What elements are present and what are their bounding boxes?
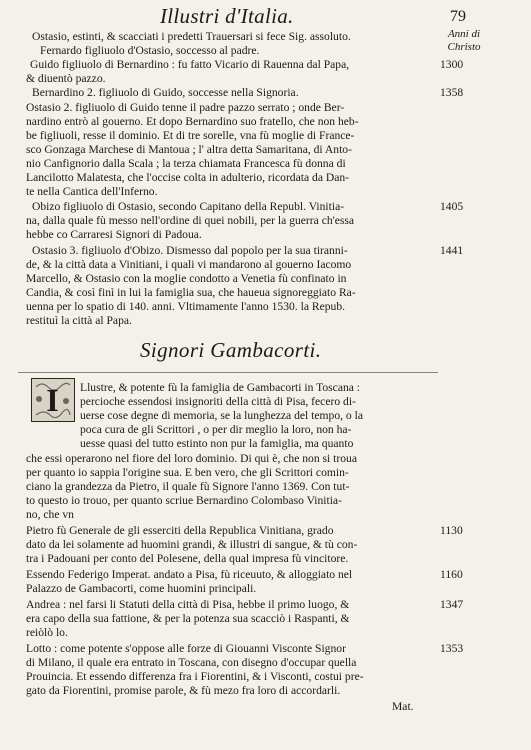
year-marginal-note: 1347 xyxy=(440,598,464,611)
text-line: be figliuoli, resse il dominio. Et di tre sorelle, vna fù moglie di France- xyxy=(26,129,355,142)
text-line: Ostasio 2. figliuolo di Guido tenne il padre pazzo serrato ; onde Ber- xyxy=(26,101,345,114)
initial-letter: I xyxy=(46,382,59,418)
text-line: Fernardo figliuolo d'Ostasio, soccesso al padre. xyxy=(40,44,260,57)
text-line: & diuentò pazzo. xyxy=(26,72,106,85)
text-line: Pietro fù Generale de gli esserciti della Republica Vinitiana, grado xyxy=(26,524,334,537)
page-number: 79 xyxy=(450,8,466,25)
text-line: Lotto : come potente s'oppose alle forze di Giouanni Visconte Signor xyxy=(26,642,346,655)
year-marginal-note: 1358 xyxy=(440,86,464,99)
text-line: Candia, & così finì in lui la famiglia sua, che haueua signoreggiato Ra- xyxy=(26,286,356,299)
margin-heading-line: Christo xyxy=(447,41,481,53)
text-line: restituì la città al Papa. xyxy=(26,314,132,327)
text-line: di Milano, il quale era entrato in Toscana, con disegno d'occupar quella xyxy=(26,656,357,669)
text-line: uerse cose degne di memoria, se la lunghezza del tempo, o la xyxy=(80,409,363,422)
text-line: Ostasio, estinti, & scacciati i predetti Trauersari si fece Sig. assoluto. xyxy=(32,30,351,43)
text-line: sco Gonzaga Marchese di Mantoua ; l' altra detta Samaritana, di Anto- xyxy=(26,143,352,156)
margin-heading-line: Anni di xyxy=(447,28,481,40)
text-line: Mat. xyxy=(392,700,414,713)
year-marginal-note: 1405 xyxy=(440,200,464,213)
section-title: Signori Gambacorti. xyxy=(140,338,322,362)
text-line: Palazzo de Gambacorti, come huomini principali. xyxy=(26,582,257,595)
text-line: Obizo figliuolo di Ostasio, secondo Capitano della Republ. Vinitia- xyxy=(32,200,345,213)
margin-heading xyxy=(432,28,496,54)
text-line: Prouincia. Et essendo differenza fra i Fiorentini, & i Visconti, costui pre- xyxy=(26,670,364,683)
section-divider xyxy=(18,372,438,373)
text-line: tra i Padouani per conto del Polesene, della qual impresa fù vincitore. xyxy=(26,552,349,565)
text-line: dato da lei solamente ad huomini grandi, & illustri di sangue, & tù con- xyxy=(26,538,358,551)
year-marginal-note: 1300 xyxy=(440,58,464,71)
text-line: no, che vn xyxy=(26,508,74,521)
year-marginal-note: 1441 xyxy=(440,244,464,257)
year-marginal-note: 1130 xyxy=(440,524,463,537)
text-line: Lancilotto Malatesta, che l'occise colta in adulterio, ricordata da Dan- xyxy=(26,171,350,184)
text-line: na, dalla quale fù messo nell'ordine di quei nobili, per la guerra ch'essa xyxy=(26,214,355,227)
decorated-initial xyxy=(31,378,75,422)
text-line: Bernardino 2. figliuolo di Guido, soccesse nella Signoria. xyxy=(32,86,299,99)
year-marginal-note: 1353 xyxy=(440,642,464,655)
text-line: to questo io trouo, per quanto scriue Bernardino Colombaso Vinitia- xyxy=(26,494,342,507)
text-line: de, & la città data a Vinitiani, i quali vi mandarono al gouerno Iacomo xyxy=(26,258,352,271)
text-line: che essi operarono nel fiore del loro dominio. Di qui è, che non si troua xyxy=(26,452,357,465)
text-line: reiòlò lo. xyxy=(26,626,68,639)
text-line: Ostasio 3. figliuolo d'Obizo. Dismesso dal popolo per la sua tiranni- xyxy=(32,244,348,257)
text-line: uenna per lo spatio di 140. anni. Vltimamente l'anno 1530. la Repub. xyxy=(26,300,346,313)
text-line: ciano la grandezza da Pietro, il quale fù Signore l'anno 1369. Con tut- xyxy=(26,480,350,493)
running-head: Illustri d'Italia. xyxy=(160,4,294,28)
text-line: uesse quasi del tutto estinto non pur la famiglia, ma quanto xyxy=(80,437,354,450)
text-line: Guido figliuolo di Bernardino : fu fatto Vicario di Rauenna dal Papa, xyxy=(30,58,350,71)
year-marginal-note: 1160 xyxy=(440,568,463,581)
text-line: percioche essendosi insignoriti della città di Pisa, fecero di- xyxy=(80,395,356,408)
text-line: gato da Fiorentini, promise parole, & fù mezo fra loro di accordarli. xyxy=(26,684,341,697)
text-line: hebbe co Carraresi Signori di Padoua. xyxy=(26,228,202,241)
text-line: Andrea : nel farsi li Statuti della città di Pisa, hebbe il primo luogo, & xyxy=(26,598,350,611)
text-line: era capo della sua fattione, & per la potenza sua scacciò i Raspanti, & xyxy=(26,612,350,625)
text-line: Llustre, & potente fù la famiglia de Gambacorti in Toscana : xyxy=(80,381,361,394)
text-line: nardino entrò al gouerno. Et dopo Bernardino suo fratello, che non heb- xyxy=(26,115,359,128)
text-line: Marcello, & Ostasio con la moglie condotto a Venetia fù confinato in xyxy=(26,272,347,285)
text-line: Essendo Federigo Imperat. andato a Pisa, fù riceuuto, & alloggiato nel xyxy=(26,568,353,581)
text-line: per quanto io sappia l'origine sua. E ben vero, che gli Scrittori comin- xyxy=(26,466,349,479)
text-line: te nella Cantica dell'Inferno. xyxy=(26,185,158,198)
text-line: poca cura de gli Scrittori , o per dir meglio la loro, non ha- xyxy=(80,423,352,436)
text-line: nio Canfignorio dalla Scala ; la terza chiamata Francesca fù donna di xyxy=(26,157,346,170)
